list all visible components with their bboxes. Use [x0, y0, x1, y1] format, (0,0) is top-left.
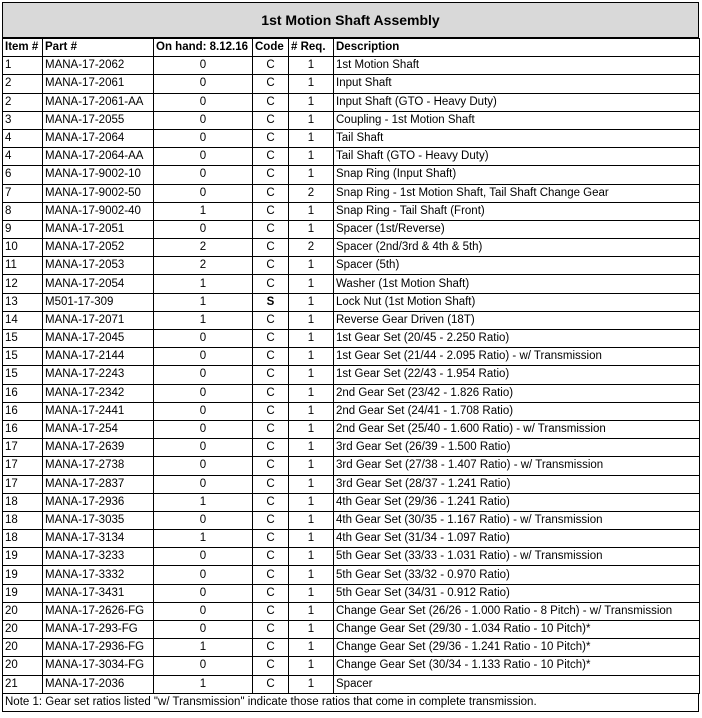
cell-item: 11: [3, 257, 43, 275]
cell-description: 3rd Gear Set (27/38 - 1.407 Ratio) - w/ Transmission: [334, 457, 700, 475]
cell-part: MANA-17-2837: [43, 475, 154, 493]
cell-on-hand: 0: [154, 584, 253, 602]
cell-on-hand: 0: [154, 366, 253, 384]
header-part: Part #: [43, 39, 154, 57]
cell-description: Change Gear Set (29/30 - 1.034 Ratio - 10 Pitch)*: [334, 621, 700, 639]
table-row: [3, 402, 700, 420]
cell-on-hand: 1: [154, 493, 253, 511]
cell-item: 21: [3, 675, 43, 693]
spreadsheet: [2, 2, 699, 712]
cell-code: C: [253, 602, 289, 620]
cell-req: 1: [289, 639, 334, 657]
cell-description: Spacer (1st/Reverse): [334, 220, 700, 238]
cell-part: MANA-17-9002-10: [43, 166, 154, 184]
cell-part: MANA-17-2626-FG: [43, 602, 154, 620]
table-row: [3, 439, 700, 457]
cell-req: 1: [289, 311, 334, 329]
table-row: [3, 530, 700, 548]
cell-on-hand: 0: [154, 439, 253, 457]
table-row: [3, 366, 700, 384]
cell-description: Lock Nut (1st Motion Shaft): [334, 293, 700, 311]
cell-description: Change Gear Set (30/34 - 1.133 Ratio - 10 Pitch)*: [334, 657, 700, 675]
cell-code: C: [253, 639, 289, 657]
cell-description: 4th Gear Set (30/35 - 1.167 Ratio) - w/ Transmission: [334, 511, 700, 529]
cell-code: C: [253, 457, 289, 475]
cell-item: 15: [3, 330, 43, 348]
cell-part: MANA-17-254: [43, 420, 154, 438]
cell-code: C: [253, 402, 289, 420]
cell-code: C: [253, 657, 289, 675]
cell-description: 1st Motion Shaft: [334, 57, 700, 75]
cell-item: 14: [3, 311, 43, 329]
table-row: [3, 657, 700, 675]
table-row: [3, 584, 700, 602]
cell-part: MANA-17-2738: [43, 457, 154, 475]
cell-code: C: [253, 548, 289, 566]
table-row: [3, 93, 700, 111]
cell-item: 8: [3, 202, 43, 220]
table-row: [3, 493, 700, 511]
cell-part: MANA-17-2639: [43, 439, 154, 457]
cell-code: C: [253, 220, 289, 238]
cell-on-hand: 0: [154, 420, 253, 438]
cell-description: 1st Gear Set (20/45 - 2.250 Ratio): [334, 330, 700, 348]
cell-on-hand: 2: [154, 257, 253, 275]
cell-item: 17: [3, 457, 43, 475]
header-req: # Req.: [289, 39, 334, 57]
cell-part: MANA-17-2052: [43, 239, 154, 257]
cell-description: Spacer (2nd/3rd & 4th & 5th): [334, 239, 700, 257]
cell-req: 1: [289, 530, 334, 548]
table-row: [3, 384, 700, 402]
cell-description: Spacer (5th): [334, 257, 700, 275]
table-row: [3, 275, 700, 293]
cell-part: MANA-17-2243: [43, 366, 154, 384]
cell-code: C: [253, 584, 289, 602]
cell-part: MANA-17-2936-FG: [43, 639, 154, 657]
cell-req: 1: [289, 457, 334, 475]
cell-description: Input Shaft: [334, 75, 700, 93]
cell-req: 2: [289, 184, 334, 202]
cell-part: MANA-17-3233: [43, 548, 154, 566]
cell-description: Snap Ring (Input Shaft): [334, 166, 700, 184]
cell-code: C: [253, 148, 289, 166]
cell-req: 2: [289, 239, 334, 257]
cell-part: MANA-17-2342: [43, 384, 154, 402]
cell-code: C: [253, 202, 289, 220]
parts-table: [2, 38, 700, 694]
table-row: [3, 184, 700, 202]
cell-req: 1: [289, 420, 334, 438]
cell-on-hand: 1: [154, 275, 253, 293]
cell-on-hand: 0: [154, 657, 253, 675]
cell-code: C: [253, 57, 289, 75]
cell-code: C: [253, 439, 289, 457]
cell-req: 1: [289, 111, 334, 129]
cell-description: 2nd Gear Set (23/42 - 1.826 Ratio): [334, 384, 700, 402]
cell-item: 4: [3, 129, 43, 147]
cell-code: C: [253, 93, 289, 111]
cell-req: 1: [289, 93, 334, 111]
cell-on-hand: 1: [154, 530, 253, 548]
cell-item: 19: [3, 548, 43, 566]
cell-on-hand: 0: [154, 111, 253, 129]
table-row: [3, 621, 700, 639]
cell-part: MANA-17-2053: [43, 257, 154, 275]
table-row: [3, 220, 700, 238]
header-on-hand: On hand: 8.12.16: [154, 39, 253, 57]
cell-item: 16: [3, 384, 43, 402]
cell-description: Snap Ring - Tail Shaft (Front): [334, 202, 700, 220]
cell-req: 1: [289, 493, 334, 511]
cell-part: MANA-17-2051: [43, 220, 154, 238]
cell-part: MANA-17-3332: [43, 566, 154, 584]
cell-req: 1: [289, 566, 334, 584]
cell-description: 2nd Gear Set (25/40 - 1.600 Ratio) - w/ Transmission: [334, 420, 700, 438]
cell-req: 1: [289, 475, 334, 493]
cell-req: 1: [289, 348, 334, 366]
cell-req: 1: [289, 293, 334, 311]
cell-part: MANA-17-3431: [43, 584, 154, 602]
cell-req: 1: [289, 275, 334, 293]
header-row: [3, 39, 700, 57]
cell-part: MANA-17-3034-FG: [43, 657, 154, 675]
cell-req: 1: [289, 129, 334, 147]
cell-description: Tail Shaft (GTO - Heavy Duty): [334, 148, 700, 166]
cell-item: 17: [3, 439, 43, 457]
cell-code: C: [253, 493, 289, 511]
cell-description: 3rd Gear Set (28/37 - 1.241 Ratio): [334, 475, 700, 493]
table-row: [3, 239, 700, 257]
table-row: [3, 148, 700, 166]
table-row: [3, 348, 700, 366]
cell-req: 1: [289, 148, 334, 166]
cell-description: Coupling - 1st Motion Shaft: [334, 111, 700, 129]
cell-item: 20: [3, 621, 43, 639]
cell-code: C: [253, 530, 289, 548]
cell-req: 1: [289, 657, 334, 675]
cell-part: MANA-17-2061-AA: [43, 93, 154, 111]
cell-item: 10: [3, 239, 43, 257]
cell-item: 3: [3, 111, 43, 129]
cell-description: 4th Gear Set (31/34 - 1.097 Ratio): [334, 530, 700, 548]
cell-description: Input Shaft (GTO - Heavy Duty): [334, 93, 700, 111]
cell-code: C: [253, 184, 289, 202]
cell-on-hand: 0: [154, 148, 253, 166]
cell-code: C: [253, 111, 289, 129]
cell-description: 2nd Gear Set (24/41 - 1.708 Ratio): [334, 402, 700, 420]
table-row: [3, 566, 700, 584]
cell-req: 1: [289, 584, 334, 602]
cell-req: 1: [289, 257, 334, 275]
cell-on-hand: 2: [154, 239, 253, 257]
cell-code: C: [253, 475, 289, 493]
cell-on-hand: 0: [154, 330, 253, 348]
table-row: [3, 602, 700, 620]
cell-part: MANA-17-9002-40: [43, 202, 154, 220]
cell-code: C: [253, 366, 289, 384]
cell-on-hand: 0: [154, 75, 253, 93]
cell-req: 1: [289, 202, 334, 220]
cell-part: MANA-17-3134: [43, 530, 154, 548]
cell-description: 3rd Gear Set (26/39 - 1.500 Ratio): [334, 439, 700, 457]
cell-item: 17: [3, 475, 43, 493]
cell-on-hand: 0: [154, 93, 253, 111]
cell-part: MANA-17-293-FG: [43, 621, 154, 639]
cell-req: 1: [289, 439, 334, 457]
table-row: [3, 457, 700, 475]
table-row: [3, 420, 700, 438]
cell-item: 2: [3, 75, 43, 93]
cell-on-hand: 0: [154, 548, 253, 566]
cell-item: 9: [3, 220, 43, 238]
cell-code: C: [253, 129, 289, 147]
cell-on-hand: 0: [154, 57, 253, 75]
table-row: [3, 675, 700, 693]
cell-item: 12: [3, 275, 43, 293]
cell-part: MANA-17-2071: [43, 311, 154, 329]
footnote: Note 1: Gear set ratios listed "w/ Transmission" indicate those ratios that come in complete transmission.: [2, 694, 699, 712]
cell-item: 1: [3, 57, 43, 75]
table-row: [3, 75, 700, 93]
cell-item: 7: [3, 184, 43, 202]
cell-on-hand: 0: [154, 602, 253, 620]
cell-item: 19: [3, 566, 43, 584]
table-row: [3, 166, 700, 184]
cell-code: C: [253, 348, 289, 366]
cell-code: C: [253, 311, 289, 329]
header-item: Item #: [3, 39, 43, 57]
cell-code: C: [253, 621, 289, 639]
cell-description: Change Gear Set (26/26 - 1.000 Ratio - 8 Pitch) - w/ Transmission: [334, 602, 700, 620]
table-row: [3, 202, 700, 220]
cell-req: 1: [289, 220, 334, 238]
cell-part: MANA-17-2936: [43, 493, 154, 511]
cell-req: 1: [289, 675, 334, 693]
cell-description: 5th Gear Set (33/33 - 1.031 Ratio) - w/ Transmission: [334, 548, 700, 566]
cell-part: MANA-17-2064-AA: [43, 148, 154, 166]
cell-req: 1: [289, 75, 334, 93]
cell-description: 1st Gear Set (21/44 - 2.095 Ratio) - w/ Transmission: [334, 348, 700, 366]
header-description: Description: [334, 39, 700, 57]
cell-part: MANA-17-2064: [43, 129, 154, 147]
cell-description: Change Gear Set (29/36 - 1.241 Ratio - 10 Pitch)*: [334, 639, 700, 657]
cell-on-hand: 0: [154, 129, 253, 147]
cell-part: MANA-17-2062: [43, 57, 154, 75]
cell-on-hand: 1: [154, 675, 253, 693]
cell-part: MANA-17-2036: [43, 675, 154, 693]
cell-on-hand: 0: [154, 166, 253, 184]
cell-description: 5th Gear Set (33/32 - 0.970 Ratio): [334, 566, 700, 584]
cell-description: Tail Shaft: [334, 129, 700, 147]
cell-item: 20: [3, 639, 43, 657]
table-row: [3, 311, 700, 329]
table-row: [3, 511, 700, 529]
cell-description: 1st Gear Set (22/43 - 1.954 Ratio): [334, 366, 700, 384]
cell-req: 1: [289, 511, 334, 529]
cell-req: 1: [289, 166, 334, 184]
cell-item: 16: [3, 402, 43, 420]
cell-item: 20: [3, 602, 43, 620]
cell-item: 2: [3, 93, 43, 111]
cell-item: 4: [3, 148, 43, 166]
cell-part: MANA-17-2055: [43, 111, 154, 129]
cell-req: 1: [289, 548, 334, 566]
cell-part: MANA-17-9002-50: [43, 184, 154, 202]
cell-code: C: [253, 275, 289, 293]
cell-description: 5th Gear Set (34/31 - 0.912 Ratio): [334, 584, 700, 602]
cell-on-hand: 1: [154, 639, 253, 657]
cell-on-hand: 1: [154, 311, 253, 329]
cell-part: MANA-17-2045: [43, 330, 154, 348]
table-row: [3, 57, 700, 75]
cell-on-hand: 1: [154, 202, 253, 220]
cell-on-hand: 0: [154, 457, 253, 475]
cell-on-hand: 0: [154, 184, 253, 202]
cell-description: Reverse Gear Driven (18T): [334, 311, 700, 329]
cell-on-hand: 0: [154, 348, 253, 366]
cell-code: C: [253, 675, 289, 693]
cell-part: MANA-17-2061: [43, 75, 154, 93]
cell-description: Spacer: [334, 675, 700, 693]
cell-on-hand: 0: [154, 220, 253, 238]
cell-code: S: [253, 293, 289, 311]
cell-item: 15: [3, 366, 43, 384]
cell-part: MANA-17-2441: [43, 402, 154, 420]
cell-description: Washer (1st Motion Shaft): [334, 275, 700, 293]
cell-code: C: [253, 330, 289, 348]
cell-code: C: [253, 239, 289, 257]
cell-req: 1: [289, 366, 334, 384]
cell-code: C: [253, 384, 289, 402]
cell-code: C: [253, 257, 289, 275]
cell-item: 6: [3, 166, 43, 184]
header-code: Code: [253, 39, 289, 57]
cell-part: MANA-17-2144: [43, 348, 154, 366]
cell-on-hand: 0: [154, 402, 253, 420]
table-row: [3, 257, 700, 275]
table-row: [3, 129, 700, 147]
cell-item: 18: [3, 511, 43, 529]
table-body: [3, 57, 700, 694]
cell-on-hand: 0: [154, 475, 253, 493]
cell-req: 1: [289, 621, 334, 639]
cell-description: Snap Ring - 1st Motion Shaft, Tail Shaft Change Gear: [334, 184, 700, 202]
cell-req: 1: [289, 57, 334, 75]
cell-on-hand: 0: [154, 511, 253, 529]
table-row: [3, 548, 700, 566]
cell-part: MANA-17-3035: [43, 511, 154, 529]
cell-on-hand: 0: [154, 384, 253, 402]
cell-part: M501-17-309: [43, 293, 154, 311]
cell-item: 18: [3, 530, 43, 548]
cell-item: 20: [3, 657, 43, 675]
cell-on-hand: 0: [154, 566, 253, 584]
cell-code: C: [253, 566, 289, 584]
cell-req: 1: [289, 330, 334, 348]
table-row: [3, 293, 700, 311]
cell-req: 1: [289, 402, 334, 420]
cell-on-hand: 0: [154, 621, 253, 639]
cell-part: MANA-17-2054: [43, 275, 154, 293]
table-row: [3, 639, 700, 657]
cell-description: 4th Gear Set (29/36 - 1.241 Ratio): [334, 493, 700, 511]
table-row: [3, 111, 700, 129]
cell-item: 18: [3, 493, 43, 511]
table-row: [3, 475, 700, 493]
cell-code: C: [253, 420, 289, 438]
cell-item: 15: [3, 348, 43, 366]
cell-on-hand: 1: [154, 293, 253, 311]
cell-req: 1: [289, 384, 334, 402]
cell-code: C: [253, 166, 289, 184]
cell-req: 1: [289, 602, 334, 620]
cell-item: 19: [3, 584, 43, 602]
table-row: [3, 330, 700, 348]
cell-code: C: [253, 75, 289, 93]
cell-code: C: [253, 511, 289, 529]
cell-item: 16: [3, 420, 43, 438]
sheet-title: 1st Motion Shaft Assembly: [2, 2, 699, 38]
cell-item: 13: [3, 293, 43, 311]
